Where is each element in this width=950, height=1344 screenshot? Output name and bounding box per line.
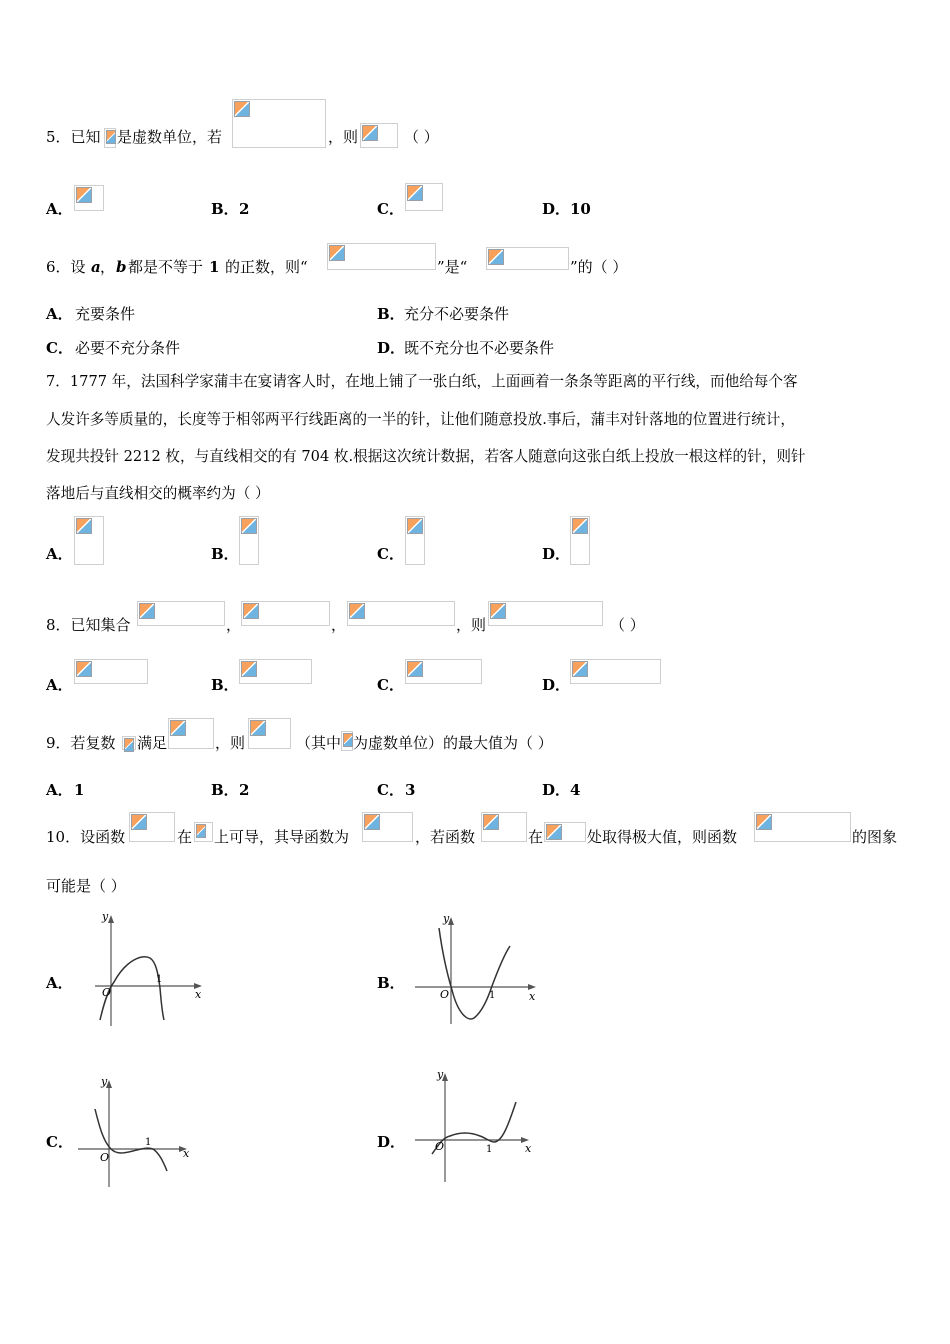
q10-stem-b: 在 [177,828,193,846]
q9-stem-c: ，则 [215,734,246,752]
y-axis-label: y [101,1075,108,1088]
x-axis-label: x [529,990,536,1003]
q5-option-b-text: 2 [239,200,250,218]
q10-stem-c: 上可导，其导函数为 [214,828,350,846]
q9-option-d-letter: D． [542,781,571,799]
q9-option-c-letter: C． [377,781,404,799]
q6-option-c-text: 必要不充分条件 [75,339,181,357]
q7-line-4: 落地后与直线相交的概率约为（ ） [46,485,270,502]
q6-stem-b: 都是不等于 [128,258,204,276]
q5-stem-d: （ ） [404,128,439,146]
formula-image-f [129,812,175,842]
q10-stem-f: 处取得极大值，则函数 [587,828,738,846]
q6-stem-d: ”是“ [437,258,468,276]
formula-image-point [544,822,586,842]
formula-image-option-d [570,659,661,684]
origin-label: O [440,988,450,1001]
tick-1-label: 1 [489,990,496,1001]
q7-line-2: 人发许多等质量的，长度等于相邻两平行线距离的一半的针，让他们随意投放.事后，蒲丰对针落地的位置进行统计， [46,411,795,428]
formula-image-target [248,718,291,749]
curve-b [439,928,510,1019]
q8-stem-end: （ ） [610,616,645,634]
formula-image-target [360,123,398,148]
q5-option-d-text: 10 [570,200,591,218]
q6-option-d-letter: D． [377,339,406,357]
q5-option-d-letter: D． [542,200,571,218]
q5-stem-a: 5．已知 [46,128,101,146]
tick-1-label: 1 [156,974,163,985]
q10-stem-a: 10．设函数 [46,828,126,846]
formula-image-derivative [362,812,413,842]
formula-image-option-a [74,185,104,211]
q8-sep-1: ， [226,616,242,634]
y-axis-label: y [102,910,109,923]
formula-image-set-2 [241,601,330,626]
formula-image-i [341,731,353,751]
graph-option-a [90,908,215,1030]
graph-option-b [412,910,542,1028]
formula-image-condition-2 [486,247,569,270]
origin-label: O [102,986,112,999]
q6-stem-e: ”的（ ） [570,258,628,276]
formula-image-option-b [239,516,259,565]
formula-image-i [104,128,116,148]
q9-stem-b: 满足 [137,734,168,752]
x-axis-label: x [525,1142,532,1155]
q6-comma: ， [100,258,116,276]
tick-1-label: 1 [486,1144,493,1155]
formula-image-option-b [239,659,312,684]
graph-option-d [412,1066,537,1186]
formula-image-set-3 [347,601,455,626]
formula-image-option-c [405,183,443,211]
q9-option-a-text: 1 [74,781,85,799]
q6-option-a-text: 充要条件 [75,305,136,323]
y-axis-label: y [437,1068,444,1081]
q10-stem-d: ，若函数 [415,828,476,846]
formula-image-domain [194,822,213,842]
q8-stem-a: 8．已知集合 [46,616,131,634]
q7-option-b-letter: B． [211,545,239,563]
q10-option-a-letter: A． [46,974,73,992]
formula-image-option-a [74,516,104,565]
formula-image-option-c [405,516,425,565]
formula-image-set-1 [137,601,225,626]
q6-var-b: b [116,258,127,276]
q9-stem-d: （其中 [296,734,342,752]
formula-image-option-a [74,659,148,684]
q9-option-b-letter: B． [211,781,239,799]
q7-option-c-letter: C． [377,545,404,563]
formula-image-condition [168,718,214,749]
q5-option-b-letter: B． [211,200,239,218]
q10-option-b-letter: B． [377,974,405,992]
q8-option-a-letter: A． [46,676,73,694]
formula-image-condition [232,99,326,148]
q8-option-c-letter: C． [377,676,404,694]
q10-option-c-letter: C． [46,1133,73,1151]
q8-option-d-letter: D． [542,676,571,694]
q6-option-a-letter: A． [46,305,73,323]
q6-stem-a: 6．设 [46,258,86,276]
origin-label: O [435,1140,445,1153]
y-axis-label: y [443,912,450,925]
q5-option-a-letter: A． [46,200,73,218]
x-axis-label: x [195,988,202,1001]
q8-option-b-letter: B． [211,676,239,694]
formula-image-option-d [570,516,590,565]
y-axis-arrow-icon [108,915,114,923]
q9-option-c-text: 3 [405,781,416,799]
q6-stem-c: 的正数，则“ [225,258,308,276]
q6-option-b-text: 充分不必要条件 [404,305,510,323]
q6-option-b-letter: B． [377,305,405,323]
q9-option-d-text: 4 [570,781,581,799]
q10-stem-e: 在 [528,828,544,846]
q6-option-c-letter: C． [46,339,73,357]
q5-option-c-letter: C． [377,200,404,218]
formula-image-z [122,736,136,750]
q6-option-d-text: 既不充分也不必要条件 [404,339,555,357]
q7-line-3: 发现共投针 2212 枚，与直线相交的有 704 枚.根据这次统计数据，若客人随意向这张白纸上投放一根这样的针，则针 [46,448,806,465]
q6-var-a: a [91,258,101,276]
q8-sep-3: ，则 [456,616,487,634]
q10-option-d-letter: D． [377,1133,406,1151]
formula-image-f-2 [481,812,527,842]
q8-sep-2: ， [331,616,347,634]
q7-option-d-letter: D． [542,545,571,563]
formula-image-condition-1 [327,243,436,270]
q10-stem-line-2: 可能是（ ） [46,877,126,895]
formula-image-g [754,812,851,842]
x-axis-label: x [183,1147,190,1160]
formula-image-target [488,601,603,626]
tick-1-label: 1 [145,1137,152,1148]
q9-option-b-text: 2 [239,781,250,799]
q5-stem-c: ，则 [328,128,359,146]
q7-option-a-letter: A． [46,545,73,563]
graph-option-c [75,1073,195,1191]
q5-stem-b: 是虚数单位，若 [117,128,223,146]
formula-image-option-c [405,659,482,684]
q9-stem-e: 为虚数单位）的最大值为（ ） [353,734,553,752]
q9-stem-a: 9．若复数 [46,734,116,752]
q6-number: 1 [209,258,220,276]
q7-line-1: 7．1777 年，法国科学家蒲丰在宴请客人时，在地上铺了一张白纸，上面画着一条条等距离的平行线，而他给每个客 [46,373,798,390]
q10-stem-g: 的图象 [852,828,898,846]
q9-option-a-letter: A． [46,781,73,799]
origin-label: O [100,1151,110,1164]
